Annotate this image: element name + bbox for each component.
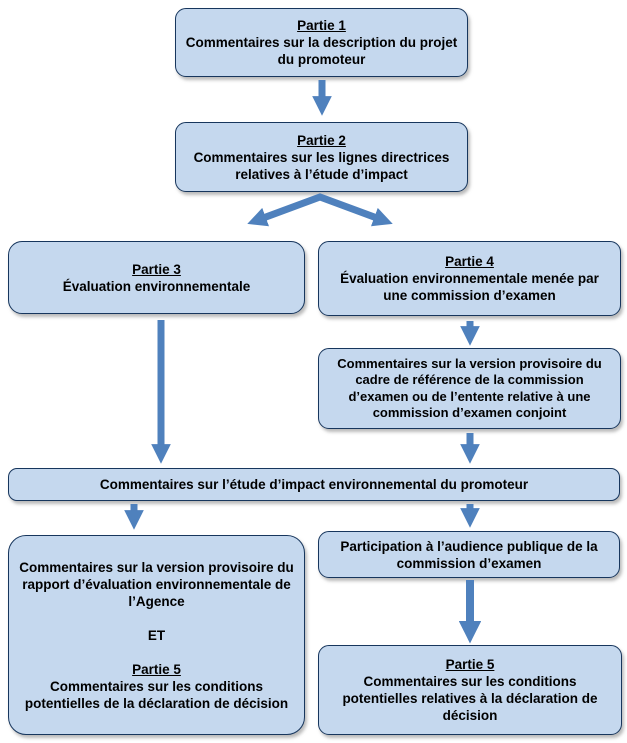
node-rapport-agence [8, 535, 305, 735]
arrow-audience-to-partie5 [458, 579, 482, 644]
node-partie1-heading: Partie 1 [297, 18, 346, 33]
node-partie4-heading: Partie 4 [445, 254, 494, 269]
node-audience-publique [318, 531, 620, 578]
node-partie1-body: Commentaires sur la description du projet du promoteur [185, 35, 458, 67]
node-partie3-body: Évaluation environnementale [62, 278, 251, 294]
fork-arrow-partie2-to-partie3-partie4 [235, 192, 410, 234]
arrow-etude-to-audience [458, 502, 482, 531]
node-partie1 [175, 8, 468, 77]
node-partie5-commission-body: Commentaires sur les conditions potentielles relatives à la déclaration de décision [342, 674, 598, 723]
node-cadre-reference-body: Commentaires sur la version provisoire du cadre de référence de la commission d’examen ou de l’entente relative à une commission d’examen conjoint [337, 355, 602, 420]
node-partie3-heading: Partie 3 [132, 261, 181, 277]
node-rapport-agence-heading: Partie 5 [132, 661, 181, 677]
node-cadre-reference [318, 348, 621, 429]
node-partie5-commission-heading: Partie 5 [445, 657, 495, 672]
node-partie2 [175, 122, 468, 192]
node-rapport-agence-connecteur: ET [147, 627, 166, 643]
arrow-etude-to-rapport [122, 502, 146, 533]
node-audience-publique-body: Participation à l’audience publique de la commission d’examen [340, 538, 598, 571]
arrow-partie1-to-partie2 [310, 78, 334, 120]
node-etude-impact-body: Commentaires sur l’étude d’impact environnemental du promoteur [99, 477, 529, 492]
arrow-partie3-to-etude [149, 318, 173, 466]
node-etude-impact [8, 468, 620, 501]
node-partie3 [8, 241, 305, 314]
node-rapport-agence-body-haut: Commentaires sur la version provisoire du rapport d’évaluation environnementale de l’Agence [19, 559, 294, 609]
node-partie2-body: Commentaires sur les lignes directrices relatives à l’étude d’impact [193, 149, 450, 182]
arrow-cadre-to-etude [458, 431, 482, 467]
node-partie4-body: Évaluation environnementale menée par une commission d’examen [340, 271, 599, 303]
node-rapport-agence-body-bas: Commentaires sur les conditions potentielles de la déclaration de décision [24, 678, 289, 711]
arrow-partie4-to-cadre [458, 319, 482, 349]
node-partie5-commission [318, 645, 622, 735]
node-partie2-heading: Partie 2 [297, 132, 346, 148]
node-partie4 [318, 241, 621, 316]
